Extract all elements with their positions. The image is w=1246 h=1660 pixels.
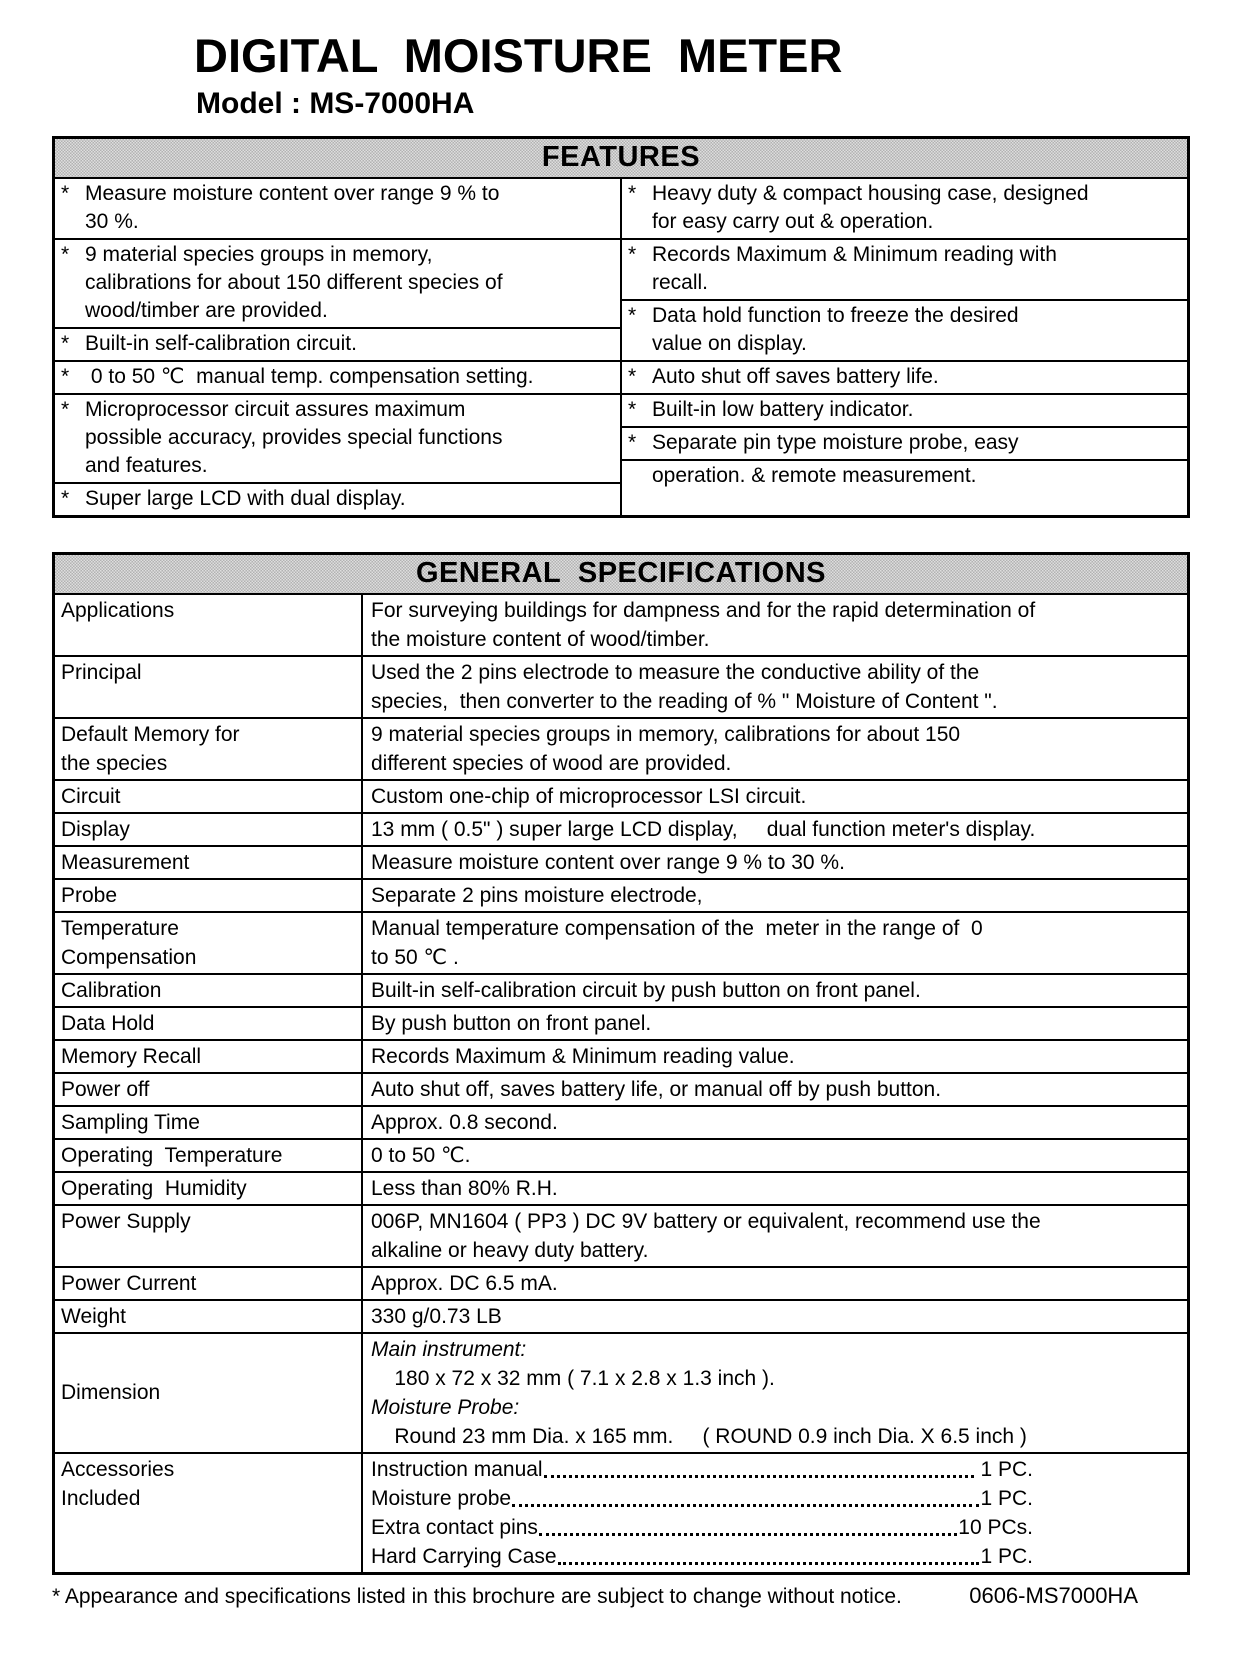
spec-label: [55, 1140, 363, 1171]
feature-line: Measure moisture content over range 9 % to: [85, 181, 500, 205]
spec-value: [363, 814, 1187, 845]
accessory-name: Extra contact pins: [371, 1515, 538, 1539]
spec-value-line: the moisture content of wood/timber.: [371, 627, 710, 651]
feature-text: [652, 396, 1183, 424]
spec-value-line: 0 to 50 ℃.: [371, 1143, 471, 1167]
feature-item: [622, 240, 1187, 301]
feature-item: [55, 179, 620, 240]
spec-value-line: 9 material species groups in memory, calibrations for about 150: [371, 722, 961, 746]
spec-value-line: alkaline or heavy duty battery.: [371, 1238, 649, 1262]
spec-row: [55, 878, 1187, 911]
spec-value: [363, 1334, 1187, 1452]
feature-item: [55, 329, 620, 362]
spec-value-line: Records Maximum & Minimum reading value.: [371, 1044, 795, 1068]
spec-label-line: Compensation: [61, 945, 197, 969]
spec-row: [55, 1138, 1187, 1171]
accessory-dot-leader: [558, 1562, 980, 1565]
spec-label: [55, 657, 363, 717]
spec-value: [363, 1074, 1187, 1105]
spec-label-line: Applications: [61, 598, 175, 622]
spec-row: [55, 1332, 1187, 1452]
spec-row: [55, 812, 1187, 845]
feature-line: recall.: [652, 270, 709, 294]
features-body: [55, 179, 1187, 515]
specs-header: GENERAL SPECIFICATIONS: [55, 555, 1187, 595]
spec-value: [363, 1041, 1187, 1072]
spec-row: [55, 717, 1187, 779]
spec-value-line: 330 g/0.73 LB: [371, 1304, 502, 1328]
feature-item: [622, 461, 1187, 515]
feature-line: operation. & remote measurement.: [652, 463, 977, 487]
title-block: [194, 30, 1190, 122]
features-header: FEATURES: [55, 139, 1187, 179]
feature-text: [652, 429, 1183, 457]
spec-row: [55, 595, 1187, 655]
spec-value: [363, 847, 1187, 878]
spec-label: [55, 1107, 363, 1138]
spec-label-line: Probe: [61, 883, 118, 907]
spec-value: [363, 719, 1187, 779]
spec-label-line: the species: [61, 751, 168, 775]
feature-text: [652, 180, 1183, 236]
spec-value: [363, 1140, 1187, 1171]
feature-bullet-marker: *: [628, 303, 637, 327]
feature-text: [85, 485, 616, 513]
accessory-dot-leader: [544, 1475, 974, 1478]
feature-bullet-marker: *: [61, 242, 70, 266]
spec-label-line: Data Hold: [61, 1011, 155, 1035]
spec-value-line: By push button on front panel.: [371, 1011, 652, 1035]
spec-value-line: Separate 2 pins moisture electrode,: [371, 883, 703, 907]
general-specifications-table: [52, 552, 1190, 1575]
spec-value-line: 006P, MN1604 ( PP3 ) DC 9V battery or equivalent, recommend use the: [371, 1209, 1041, 1233]
feature-text: [652, 302, 1183, 358]
feature-item: [55, 240, 620, 329]
spec-row: [55, 1171, 1187, 1204]
feature-bullet-marker: *: [628, 397, 637, 421]
feature-bullet-marker: *: [61, 331, 70, 355]
spec-label-line: Display: [61, 817, 130, 841]
page-title: DIGITAL MOISTURE METER: [194, 29, 843, 82]
spec-value-line: Main instrument:: [371, 1337, 527, 1361]
feature-line: 9 material species groups in memory,: [85, 242, 433, 266]
spec-value-line: Moisture Probe:: [371, 1395, 520, 1419]
spec-value: [363, 1454, 1187, 1572]
feature-line: wood/timber are provided.: [85, 298, 328, 322]
feature-item: [622, 179, 1187, 240]
specs-rows: [55, 595, 1187, 1572]
accessory-row: [371, 1484, 1183, 1513]
spec-label-line: Weight: [61, 1304, 126, 1328]
spec-row: [55, 1072, 1187, 1105]
feature-line: calibrations for about 150 different species of: [85, 270, 503, 294]
model-label: Model : MS-7000HA: [196, 86, 475, 120]
feature-item: [55, 395, 620, 484]
footer: [52, 1582, 1190, 1611]
spec-label: [55, 880, 363, 911]
feature-line: Data hold function to freeze the desired: [652, 303, 1019, 327]
spec-label-line: Principal: [61, 660, 142, 684]
spec-label-line: Default Memory for: [61, 722, 240, 746]
spec-value: [363, 1173, 1187, 1204]
spec-label: [55, 1334, 363, 1452]
spec-row: [55, 1452, 1187, 1572]
feature-line: Built-in self-calibration circuit.: [85, 331, 357, 355]
feature-line: Super large LCD with dual display.: [85, 486, 406, 510]
spec-label-line: Temperature: [61, 916, 179, 940]
feature-line: Records Maximum & Minimum reading with: [652, 242, 1057, 266]
feature-text: [652, 241, 1183, 297]
feature-line: Heavy duty & compact housing case, designed: [652, 181, 1089, 205]
spec-row: [55, 1039, 1187, 1072]
features-column-left: [55, 179, 620, 515]
spec-label-line: Circuit: [61, 784, 121, 808]
feature-bullet-marker: *: [628, 181, 637, 205]
spec-value: [363, 1301, 1187, 1332]
spec-value: [363, 1206, 1187, 1266]
feature-bullet-marker: *: [628, 430, 637, 454]
accessory-dot-leader: [539, 1533, 957, 1536]
spec-label-line: Operating Humidity: [61, 1176, 247, 1200]
spec-row: [55, 1204, 1187, 1266]
accessory-qty: 1 PC.: [980, 1486, 1033, 1510]
spec-value: [363, 657, 1187, 717]
feature-bullet-marker: *: [628, 242, 637, 266]
feature-line: for easy carry out & operation.: [652, 209, 934, 233]
spec-value-line: to 50 ℃ .: [371, 945, 459, 969]
spec-row: [55, 911, 1187, 973]
spec-label: [55, 814, 363, 845]
feature-bullet-marker: *: [628, 364, 637, 388]
feature-text: [85, 363, 616, 391]
spec-value: [363, 880, 1187, 911]
spec-label: [55, 595, 363, 655]
accessory-row: [371, 1455, 1183, 1484]
spec-label: [55, 719, 363, 779]
feature-line: possible accuracy, provides special functions: [85, 425, 503, 449]
spec-row: [55, 1299, 1187, 1332]
spec-value-line: different species of wood are provided.: [371, 751, 732, 775]
spec-value-line: Built-in self-calibration circuit by push button on front panel.: [371, 978, 921, 1002]
accessory-name: Moisture probe: [371, 1486, 512, 1510]
feature-bullet-marker: *: [61, 364, 70, 388]
spec-row: [55, 655, 1187, 717]
features-table: [52, 136, 1190, 518]
spec-value-line: Used the 2 pins electrode to measure the conductive ability of the: [371, 660, 980, 684]
spec-value: [363, 595, 1187, 655]
feature-item: [622, 362, 1187, 395]
spec-row: [55, 845, 1187, 878]
feature-line: 30 %.: [85, 209, 139, 233]
spec-label: [55, 1008, 363, 1039]
spec-value: [363, 1107, 1187, 1138]
spec-value-line: Approx. DC 6.5 mA.: [371, 1271, 558, 1295]
accessory-row: [371, 1542, 1183, 1571]
doc-code: 0606-MS7000HA: [969, 1582, 1138, 1608]
spec-value: [363, 975, 1187, 1006]
feature-line: Built-in low battery indicator.: [652, 397, 914, 421]
feature-line: Microprocessor circuit assures maximum: [85, 397, 466, 421]
spec-label: [55, 1173, 363, 1204]
spec-value: [363, 781, 1187, 812]
spec-label-line: Accessories: [61, 1457, 175, 1481]
spec-value-line: Custom one-chip of microprocessor LSI circuit.: [371, 784, 807, 808]
feature-text: [85, 180, 616, 236]
spec-row: [55, 973, 1187, 1006]
accessory-dot-leader: [512, 1504, 979, 1507]
feature-item: [622, 395, 1187, 428]
spec-label-line: Memory Recall: [61, 1044, 202, 1068]
spec-value-line: 13 mm ( 0.5" ) super large LCD display, dual function meter's display.: [371, 817, 1036, 841]
feature-text: [85, 396, 616, 480]
feature-line: Auto shut off saves battery life.: [652, 364, 939, 388]
feature-text: [85, 241, 616, 325]
spec-label-line: Dimension: [61, 1381, 161, 1405]
spec-label-line: Power Supply: [61, 1209, 191, 1233]
feature-item: [622, 301, 1187, 362]
spec-value: [363, 1268, 1187, 1299]
spec-label: [55, 1074, 363, 1105]
feature-bullet-marker: *: [61, 397, 70, 421]
accessory-qty: 1 PC.: [980, 1544, 1033, 1568]
spec-label: [55, 1454, 363, 1572]
spec-value-line: Less than 80% R.H.: [371, 1176, 558, 1200]
spec-label-line: Calibration: [61, 978, 162, 1002]
spec-value-line: Manual temperature compensation of the meter in the range of 0: [371, 916, 983, 940]
feature-bullet-marker: *: [61, 486, 70, 510]
accessory-name: Hard Carrying Case: [371, 1544, 557, 1568]
spec-value-line: Round 23 mm Dia. x 165 mm. ( ROUND 0.9 inch Dia. X 6.5 inch ): [371, 1424, 1027, 1448]
feature-item: [55, 362, 620, 395]
feature-item: [55, 484, 620, 515]
spec-row: [55, 1266, 1187, 1299]
footer-note: * Appearance and specifications listed in this brochure are subject to change without notice.: [52, 1584, 902, 1608]
accessory-row: [371, 1513, 1183, 1542]
accessory-qty: 1 PC.: [974, 1457, 1033, 1481]
feature-line: value on display.: [652, 331, 807, 355]
spec-value: [363, 1008, 1187, 1039]
features-column-right: [620, 179, 1187, 515]
feature-line: and features.: [85, 453, 208, 477]
spec-value-line: 180 x 72 x 32 mm ( 7.1 x 2.8 x 1.3 inch ).: [371, 1366, 775, 1390]
spec-label: [55, 1041, 363, 1072]
spec-row: [55, 779, 1187, 812]
feature-text: [652, 462, 1183, 490]
spec-label: [55, 1206, 363, 1266]
spec-value-line: Approx. 0.8 second.: [371, 1110, 558, 1134]
spec-row: [55, 1105, 1187, 1138]
spec-label-line: Measurement: [61, 850, 190, 874]
spec-value-line: Auto shut off, saves battery life, or manual off by push button.: [371, 1077, 942, 1101]
spec-label: [55, 913, 363, 973]
feature-text: [85, 330, 616, 358]
spec-label: [55, 781, 363, 812]
feature-bullet-marker: *: [61, 181, 70, 205]
spec-label-line: Power Current: [61, 1271, 197, 1295]
feature-item: [622, 428, 1187, 461]
spec-label: [55, 1301, 363, 1332]
spec-value-line: For surveying buildings for dampness and for the rapid determination of: [371, 598, 1036, 622]
spec-label-line: Operating Temperature: [61, 1143, 283, 1167]
spec-label: [55, 1268, 363, 1299]
spec-label: [55, 975, 363, 1006]
spec-label-line: Sampling Time: [61, 1110, 200, 1134]
spec-value-line: species, then converter to the reading of % " Moisture of Content ".: [371, 689, 998, 713]
feature-line: 0 to 50 ℃ manual temp. compensation setting.: [85, 364, 534, 388]
spec-value-line: Measure moisture content over range 9 % to 30 %.: [371, 850, 845, 874]
accessory-name: Instruction manual: [371, 1457, 543, 1481]
accessory-qty: 10 PCs.: [958, 1515, 1033, 1539]
spec-value: [363, 913, 1187, 973]
spec-label: [55, 847, 363, 878]
feature-text: [652, 363, 1183, 391]
spec-label-line: Included: [61, 1486, 141, 1510]
spec-label-line: Power off: [61, 1077, 150, 1101]
spec-row: [55, 1006, 1187, 1039]
feature-line: Separate pin type moisture probe, easy: [652, 430, 1019, 454]
